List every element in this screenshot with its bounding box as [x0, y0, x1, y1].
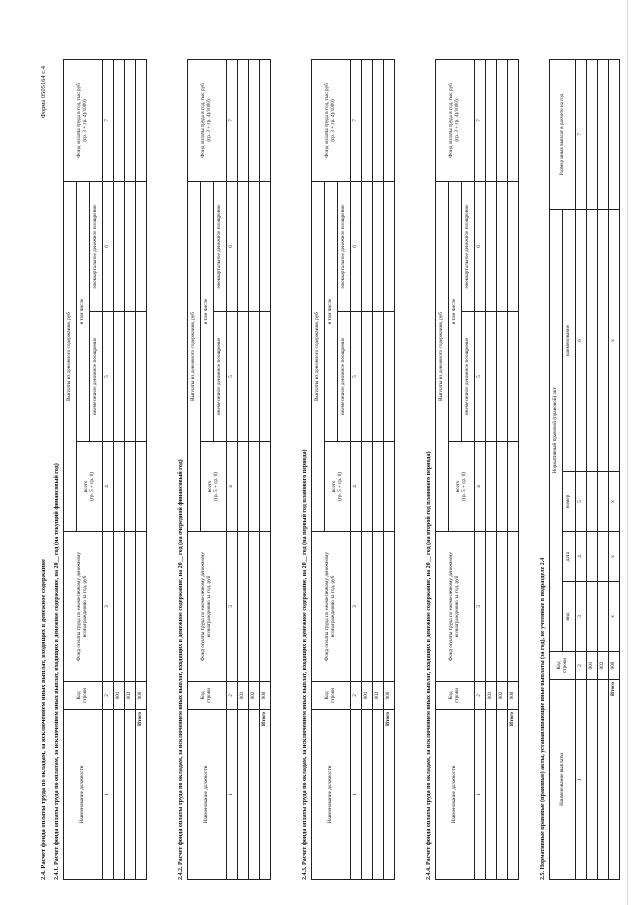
- section-2-5: [540, 60, 620, 880]
- empty-cell: [136, 59, 147, 181]
- empty-cell: [384, 181, 395, 311]
- empty-cell: [373, 710, 384, 880]
- column-number: 6: [576, 209, 587, 471]
- table-row: [125, 59, 136, 879]
- empty-cell: [373, 312, 384, 442]
- monthly-pay-header: ежемесячное денежное поощрение: [462, 312, 475, 442]
- fot-monthly-header: Фонд оплаты труда по ежемесячному денежному вознаграждению за год, руб: [312, 532, 351, 682]
- position-header: Наименование должности: [188, 710, 227, 880]
- section-2-4-title: 2.4. Расчет фонда оплаты труда по окладам, за исключением иных выплат, входящих в денежное содержание: [40, 559, 47, 880]
- column-number: 4: [103, 442, 114, 532]
- empty-cell: [125, 710, 136, 880]
- empty-cell: [260, 59, 271, 181]
- fot-section-1: [54, 60, 147, 880]
- empty-cell: [486, 532, 497, 682]
- itogo-label: Итого: [136, 710, 147, 880]
- total-row: [136, 59, 147, 879]
- column-number: 1: [103, 710, 114, 880]
- itogo-label: Итого: [260, 710, 271, 880]
- table-row: [238, 59, 249, 879]
- empty-cell: [497, 312, 508, 442]
- row-code: 002: [373, 682, 384, 710]
- scan-edge-line: [627, 0, 628, 905]
- section-title: 2.4.1. Расчет фонда оплаты труда по оплатам, за исключением иных выплат, входящих в денежное содержание, на 20__ год (на текущий финансовый год): [54, 463, 60, 880]
- column-number: 2: [351, 682, 362, 710]
- total-row: [609, 59, 620, 879]
- empty-cell: [598, 209, 609, 471]
- payouts-group-header: Выплаты из денежного содержания, руб: [188, 181, 201, 531]
- empty-cell: [249, 181, 260, 311]
- empty-cell: [598, 582, 609, 652]
- empty-cell: [249, 312, 260, 442]
- empty-cell: [508, 442, 519, 532]
- empty-cell: [587, 59, 598, 209]
- payout-name-header: Наименование выплаты: [550, 680, 576, 880]
- column-number: 4: [475, 442, 486, 532]
- column-number: 6: [103, 181, 114, 311]
- empty-cell: [508, 181, 519, 311]
- empty-cell: [362, 181, 373, 311]
- fot-section-4: [426, 60, 519, 880]
- quarterly-pay-header: ежеквартальное денежное поощрение: [338, 181, 351, 311]
- code-header: Код строки: [550, 652, 576, 680]
- empty-cell: [114, 710, 125, 880]
- empty-cell: [373, 59, 384, 181]
- empty-cell: [362, 442, 373, 532]
- total-code: 900: [384, 682, 395, 710]
- empty-cell: [114, 442, 125, 532]
- amount-header: Размер иных выплат в расчете на год: [550, 59, 576, 209]
- total-label: всего: [82, 480, 89, 493]
- column-number: 1: [475, 710, 486, 880]
- position-header: Наименование должности: [312, 710, 351, 880]
- empty-cell: [125, 442, 136, 532]
- total-row: [260, 59, 271, 879]
- column-number: 7: [227, 59, 238, 181]
- incl-header: в том числе: [77, 181, 90, 441]
- column-number: 3: [103, 532, 114, 682]
- empty-cell: [486, 710, 497, 880]
- empty-cell: [598, 472, 609, 532]
- empty-cell: [114, 181, 125, 311]
- empty-cell: [486, 442, 497, 532]
- empty-cell: [384, 442, 395, 532]
- row-code: 001: [486, 682, 497, 710]
- empty-cell: [238, 181, 249, 311]
- section-title: 2.4.2. Расчет фонда оплаты труда по окладам, за исключением иных выплат, входящих в денежное содержание, на 20__ год (на очередной финансовый год): [178, 459, 184, 880]
- empty-cell: [136, 442, 147, 532]
- empty-cell: [238, 442, 249, 532]
- empty-cell: [508, 532, 519, 682]
- fot-table: [311, 59, 395, 880]
- empty-cell: [238, 710, 249, 880]
- monthly-pay-header: ежемесячное денежное поощрение: [338, 312, 351, 442]
- column-number: 3: [227, 532, 238, 682]
- empty-cell: [362, 312, 373, 442]
- row-code: 002: [125, 682, 136, 710]
- column-number: 3: [475, 532, 486, 682]
- total-label: всего: [206, 480, 213, 493]
- column-number: 2: [475, 682, 486, 710]
- fot-monthly-header: Фонд оплаты труда по ежемесячному денежному вознаграждению за год, руб: [188, 532, 227, 682]
- column-number: 7: [576, 59, 587, 209]
- code-header: Код строки: [436, 682, 475, 710]
- payouts-group-header: Выплаты из денежного содержания, руб: [64, 181, 77, 531]
- itogo-label: Итого: [609, 680, 620, 880]
- empty-cell: [238, 532, 249, 682]
- empty-cell: [260, 312, 271, 442]
- section-title: 2.5. Нормативные правовые (правовые) акты, устанавливающие иные выплаты (за год), не учтенные в подразделе 2.4: [540, 557, 546, 880]
- fund-year-header: [188, 59, 227, 181]
- empty-cell: [508, 312, 519, 442]
- quarterly-pay-header: ежеквартальное денежное поощрение: [462, 181, 475, 311]
- empty-cell: [125, 59, 136, 181]
- section-title: 2.4.3. Расчет фонда оплаты труда по окладам, за исключением иных выплат, входящих в денежное содержание, на 20__ год (на первый год планового периода): [302, 449, 308, 880]
- x-mark: x: [609, 532, 620, 582]
- x-mark: x: [609, 582, 620, 652]
- row-code: 002: [249, 682, 260, 710]
- incl-header: в том числе: [201, 181, 214, 441]
- x-mark: x: [609, 472, 620, 532]
- empty-cell: [136, 532, 147, 682]
- empty-cell: [362, 710, 373, 880]
- table-row: [373, 59, 384, 879]
- quarterly-pay-header: ежеквартальное денежное поощрение: [214, 181, 227, 311]
- empty-cell: [238, 312, 249, 442]
- empty-cell: [587, 209, 598, 471]
- act-number-header: номер: [563, 472, 576, 532]
- act-type-header: вид: [563, 582, 576, 652]
- empty-cell: [384, 532, 395, 682]
- fot-table: [63, 59, 147, 880]
- empty-cell: [114, 312, 125, 442]
- position-header: Наименование должности: [64, 710, 103, 880]
- column-number: 2: [227, 682, 238, 710]
- empty-cell: [125, 532, 136, 682]
- total-code: 900: [508, 682, 519, 710]
- column-number: 5: [475, 312, 486, 442]
- empty-cell: [598, 59, 609, 209]
- act-group-header: Нормативный правовой (правовой) акт: [550, 209, 563, 651]
- empty-cell: [125, 181, 136, 311]
- row-code: 002: [598, 652, 609, 680]
- fund-year-formula: (гр. 3 + гр. 4)/1000): [206, 99, 212, 142]
- row-code: 001: [587, 652, 598, 680]
- fund-year-label: Фонд оплаты труда в год, тыс руб: [200, 83, 207, 158]
- total-formula: (гр. 5 + гр. 6): [88, 472, 95, 501]
- empty-cell: [125, 312, 136, 442]
- empty-cell: [260, 532, 271, 682]
- code-header: Код строки: [64, 682, 103, 710]
- total-header: [325, 442, 351, 532]
- act-date-header: дата: [563, 532, 576, 582]
- column-number: 2: [103, 682, 114, 710]
- empty-cell: [587, 680, 598, 880]
- total-code: 900: [609, 652, 620, 680]
- fund-year-header: [436, 59, 475, 181]
- acts-table: [549, 59, 620, 880]
- row-code: 001: [362, 682, 373, 710]
- column-number: 7: [475, 59, 486, 181]
- rotated-form: [40, 60, 617, 880]
- empty-cell: [373, 442, 384, 532]
- total-header: [201, 442, 227, 532]
- row-code: 002: [497, 682, 508, 710]
- column-number: 5: [103, 312, 114, 442]
- fot-section-3: [302, 60, 395, 880]
- fund-year-label: Фонд оплаты труда в год, тыс руб: [76, 83, 83, 158]
- itogo-label: Итого: [508, 710, 519, 880]
- fot-section-2: [178, 60, 271, 880]
- empty-cell: [497, 59, 508, 181]
- row-code: 001: [114, 682, 125, 710]
- column-number: 4: [576, 532, 587, 582]
- empty-cell: [362, 59, 373, 181]
- total-code: 900: [136, 682, 147, 710]
- fund-year-label: Фонд оплаты труда в год, тыс руб: [448, 83, 455, 158]
- table-row: [114, 59, 125, 879]
- empty-cell: [114, 59, 125, 181]
- column-number: 6: [227, 181, 238, 311]
- table-row: [486, 59, 497, 879]
- empty-cell: [587, 472, 598, 532]
- fund-year-formula: (гр. 3 + гр. 4)/1000): [330, 99, 336, 142]
- empty-cell: [497, 442, 508, 532]
- form-code: Форма 0505164 с.4: [40, 66, 47, 119]
- column-number: 4: [351, 442, 362, 532]
- total-header: [77, 442, 103, 532]
- empty-cell: [249, 442, 260, 532]
- total-code: 900: [260, 682, 271, 710]
- empty-cell: [249, 532, 260, 682]
- column-number: 3: [351, 532, 362, 682]
- total-row: [384, 59, 395, 879]
- column-number: 6: [351, 181, 362, 311]
- table-row: [362, 59, 373, 879]
- empty-cell: [587, 532, 598, 582]
- table-row: [249, 59, 260, 879]
- row-code: 001: [238, 682, 249, 710]
- empty-cell: [136, 181, 147, 311]
- empty-cell: [249, 59, 260, 181]
- empty-cell: [497, 181, 508, 311]
- fot-table: [187, 59, 271, 880]
- table-row: [598, 59, 609, 879]
- empty-cell: [362, 532, 373, 682]
- fot-monthly-header: Фонд оплаты труда по ежемесячному денежному вознаграждению за год, руб: [436, 532, 475, 682]
- fund-year-label: Фонд оплаты труда в год, тыс руб: [324, 83, 331, 158]
- fund-year-formula: (гр. 3 + гр. 4)/1000): [454, 99, 460, 142]
- fot-monthly-header: Фонд оплаты труда по ежемесячному денежному вознаграждению за год, руб: [64, 532, 103, 682]
- table-row: [587, 59, 598, 879]
- fund-year-header: [312, 59, 351, 181]
- act-name-header: наименование: [563, 209, 576, 471]
- fund-year-formula: (гр. 3 + гр. 4)/1000): [82, 99, 88, 142]
- empty-cell: [486, 59, 497, 181]
- empty-cell: [598, 680, 609, 880]
- column-number: 5: [227, 312, 238, 442]
- empty-cell: [260, 442, 271, 532]
- total-label: всего: [330, 480, 337, 493]
- column-number: 3: [576, 582, 587, 652]
- empty-cell: [260, 181, 271, 311]
- empty-cell: [373, 181, 384, 311]
- column-number: 7: [103, 59, 114, 181]
- itogo-label: Итого: [384, 710, 395, 880]
- section-title: 2.4.4. Расчет фонда оплаты труда по окладам, за исключением иных выплат, входящих в денежное содержание, на 20__ год (на второй год планового периода): [426, 451, 432, 880]
- monthly-pay-header: ежемесячное денежное поощрение: [214, 312, 227, 442]
- column-number: 5: [576, 472, 587, 532]
- payouts-group-header: Выплаты из денежного содержания, руб: [312, 181, 325, 531]
- empty-cell: [238, 59, 249, 181]
- empty-cell: [249, 710, 260, 880]
- column-number: 1: [576, 680, 587, 880]
- column-number: 7: [351, 59, 362, 181]
- empty-cell: [384, 59, 395, 181]
- column-number: 1: [227, 710, 238, 880]
- empty-cell: [609, 59, 620, 209]
- column-number: 2: [576, 652, 587, 680]
- empty-cell: [486, 181, 497, 311]
- total-row: [508, 59, 519, 879]
- total-formula: (гр. 5 + гр. 6): [460, 472, 467, 501]
- code-header: Код строки: [188, 682, 227, 710]
- empty-cell: [114, 532, 125, 682]
- table-row: [497, 59, 508, 879]
- empty-cell: [384, 312, 395, 442]
- total-formula: (гр. 5 + гр. 6): [212, 472, 219, 501]
- total-header: [449, 442, 475, 532]
- incl-header: в том числе: [325, 181, 338, 441]
- empty-cell: [136, 312, 147, 442]
- column-number: 6: [475, 181, 486, 311]
- fot-table: [435, 59, 519, 880]
- empty-cell: [497, 532, 508, 682]
- incl-header: в том числе: [449, 181, 462, 441]
- empty-cell: [598, 532, 609, 582]
- quarterly-pay-header: ежеквартальное денежное поощрение: [90, 181, 103, 311]
- empty-cell: [373, 532, 384, 682]
- column-number: 1: [351, 710, 362, 880]
- total-formula: (гр. 5 + гр. 6): [336, 472, 343, 501]
- empty-cell: [587, 582, 598, 652]
- column-number: 4: [227, 442, 238, 532]
- code-header: Код строки: [312, 682, 351, 710]
- empty-cell: [508, 59, 519, 181]
- x-mark: x: [609, 209, 620, 471]
- fund-year-header: [64, 59, 103, 181]
- payouts-group-header: Выплаты из денежного содержания, руб: [436, 181, 449, 531]
- column-number: 5: [351, 312, 362, 442]
- monthly-pay-header: ежемесячное денежное поощрение: [90, 312, 103, 442]
- empty-cell: [497, 710, 508, 880]
- total-label: всего: [454, 480, 461, 493]
- position-header: Наименование должности: [436, 710, 475, 880]
- empty-cell: [486, 312, 497, 442]
